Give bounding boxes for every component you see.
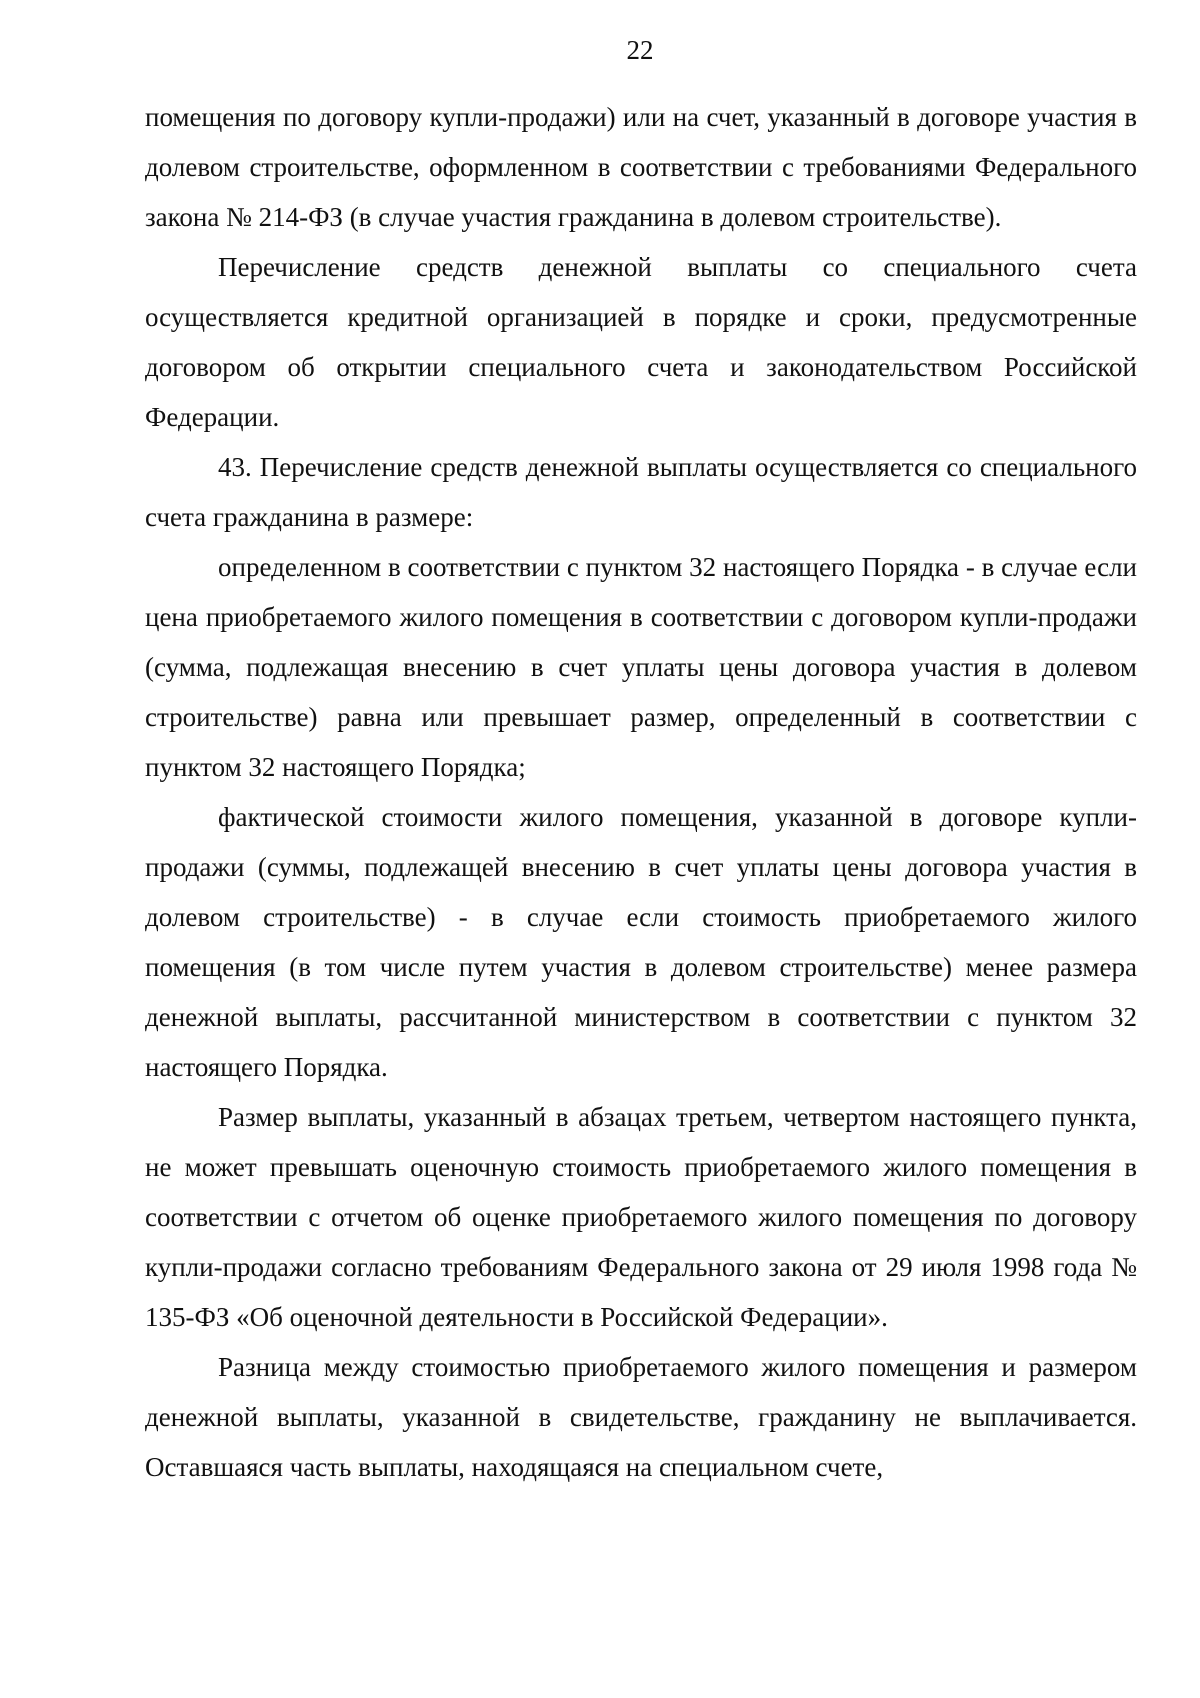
paragraph: Размер выплаты, указанный в абзацах третьем, четвертом настоящего пункта, не может превышать оценочную стоимость приобретаемого жилого помещения в соответствии с отчетом об оценке приобретаемого жилого помещения по договору купли-продажи согласно требованиям Федерального закона от 29 июля 1998 года № 135-ФЗ «Об оценочной деятельности в Российской Федерации». [145,1102,1137,1332]
paragraph-continuation: помещения по договору купли-продажи) или на счет, указанный в договоре участия в долевом строительстве, оформленном в соответствии с требованиями Федерального закона № 214-ФЗ (в случае участия гражданина в долевом строительстве). [145,102,1137,232]
paragraph-item-43: 43. Перечисление средств денежной выплаты осуществляется со специального счета гражданина в размере: [145,452,1137,532]
document-body [145,92,1137,1492]
page-number: 22 [626,35,654,65]
paragraph: определенном в соответствии с пунктом 32 настоящего Порядка - в случае если цена приобретаемого жилого помещения в соответствии с договором купли-продажи (сумма, подлежащая внесению в счет уплаты цены договора участия в долевом строительстве) равна или превышает размер, определенный в соответствии с пунктом 32 настоящего Порядка; [145,552,1137,782]
paragraph: Перечисление средств денежной выплаты со специального счета осуществляется кредитной организацией в порядке и сроки, предусмотренные договором об открытии специального счета и законодательством Российской Федерации. [145,252,1137,432]
paragraph: Разница между стоимостью приобретаемого жилого помещения и размером денежной выплаты, указанной в свидетельстве, гражданину не выплачивается. Оставшаяся часть выплаты, находящаяся на специальном счете, [145,1352,1137,1482]
paragraph: фактической стоимости жилого помещения, указанной в договоре купли-продажи (суммы, подлежащей внесению в счет уплаты цены договора участия в долевом строительстве) - в случае если стоимость приобретаемого жилого помещения (в том числе путем участия в долевом строительстве) менее размера денежной выплаты, рассчитанной министерством в соответствии с пунктом 32 настоящего Порядка. [145,802,1137,1082]
